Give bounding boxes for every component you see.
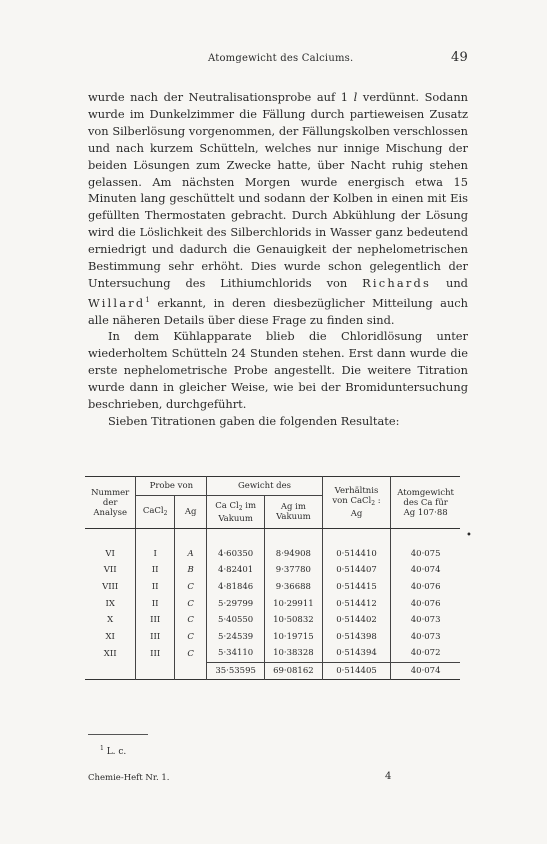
paragraph-3: Sieben Titrationen gaben die folgenden Resultate: (108, 414, 400, 429)
table-row: VI I A 4·60350 8·94908 0·514410 40·075 (85, 546, 460, 563)
col-header-cacl2-vakuum: Ca $Cl_2$ im Vakuum (207, 496, 265, 529)
footnote: $^1$ L. c. (100, 745, 127, 757)
table-row: VII II B 4·82401 9·37780 0·514407 40·074 (85, 562, 460, 579)
results-table (85, 476, 460, 680)
table-row: IX II C 5·29799 10·29911 0·514412 40·076 (85, 595, 460, 612)
paragraph-1: wurde nach der Neutralisationsprobe auf 1 l verdünnt. Sodann wurde im Dunkelzimmer die Fällung durch partieweisen Zusatz von Silberlösung vorgenommen, der Fällungskolben verschlossen und nach kurzem Schütteln, welches nur innige Mischung der beiden Lösungen zum Zwecke hatte, über Nacht ruhig stehen gelassen. Am nächsten Morgen wurde energisch etwa 15 Minuten lang geschüttelt und sodann der Kolben in einen mit Eis gefüllten Thermostaten gebracht. Durch Abkühlung der Lösung wird die Löslichkeit des Silberchlorids in Wasser ganz bedeutend erniedrigt und dadurch die Genauigkeit der nephelometrischen Bestimmung sehr erhöht. Dies wurde schon gelegentlich der Untersuchung des Lithiumchlorids von Richards und Willard$^1$ erkannt, in deren diesbezüglicher Mitteilung auch alle näheren Details über diese Frage zu finden sind. (88, 90, 468, 327)
running-title: Atomgewicht des Calciums. (208, 53, 354, 64)
footnote-rule (88, 734, 148, 735)
signature-line: Chemie-Heft Nr. 1. (88, 773, 170, 783)
footnote-ref: 1 (145, 295, 150, 304)
col-header-atomgewicht: Atomgewicht des Ca für Ag 107·88 (391, 477, 460, 529)
col-header-cacl2: CaCl$_2$ (136, 496, 175, 529)
table-row: X III C 5·40550 10·50832 0·514402 40·073 (85, 612, 460, 629)
col-header-probe-von: Probe von (136, 477, 207, 496)
paragraph-2: In dem Kühlapparate blieb die Chloridlösung unter wiederholtem Schütteln 24 Stunden stehen. Erst dann wurde die erste nephelometrische Probe angestellt. Die weitere Titration wurde dann in gleicher Weise, wie bei der Bromiduntersuchung beschrieben, durchgeführt. (88, 329, 468, 412)
col-header-gewicht-des: Gewicht des (207, 477, 322, 496)
table-row: XII III C 5·34110 10·38328 0·514394 40·072 (85, 645, 460, 662)
col-header-ag-vakuum: Ag im Vakuum (264, 496, 322, 529)
totals-row: 35·53595 69·08162 0·514405 40·074 (85, 662, 460, 680)
author-name-willard: Willard (88, 295, 146, 310)
author-name-richards: Richards (362, 275, 432, 290)
signature-mark: 4 (385, 771, 392, 782)
col-header-nummer: Nummer der Analyse (85, 477, 136, 529)
table-row: VIII II C 4·81846 9·36688 0·514415 40·076 (85, 579, 460, 596)
body-text (88, 89, 468, 430)
table-row: XI III C 5·24539 10·19715 0·514398 40·073 (85, 629, 460, 646)
margin-mark: • (466, 530, 472, 541)
col-header-ag: Ag (174, 496, 206, 529)
page-number: 49 (451, 50, 468, 65)
col-header-verhaeltnis: Verhältnis von CaCl$_2$ : Ag (322, 477, 390, 529)
